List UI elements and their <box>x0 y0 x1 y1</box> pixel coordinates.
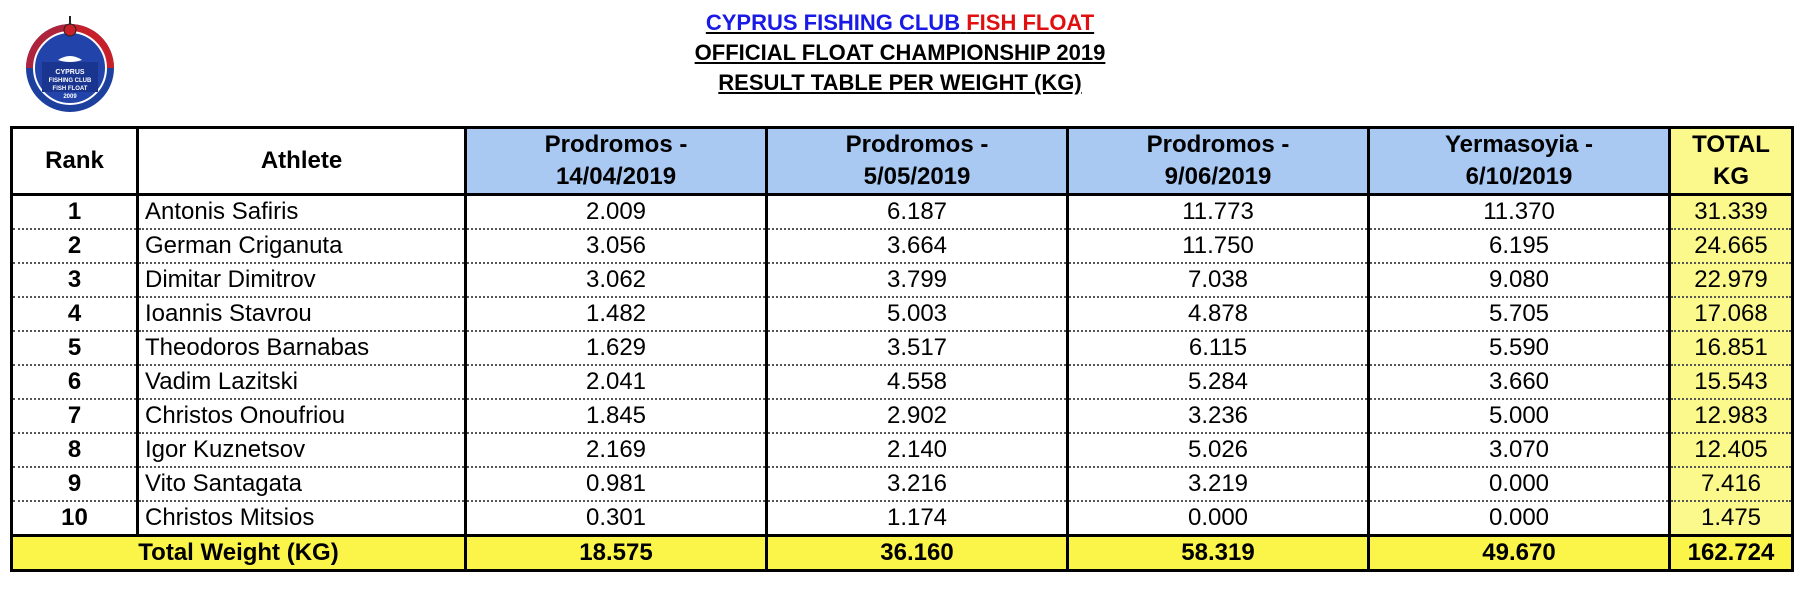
round-3-cell: 11.750 <box>1068 229 1369 263</box>
round-2-cell: 4.558 <box>767 365 1068 399</box>
rank-cell: 7 <box>12 399 138 433</box>
total-cell: 15.543 <box>1670 365 1793 399</box>
table-row <box>12 297 1793 331</box>
round-3-cell: 3.236 <box>1068 399 1369 433</box>
total-cell: 12.983 <box>1670 399 1793 433</box>
total-weight-round-4: 49.670 <box>1369 536 1670 571</box>
round-4-cell: 3.070 <box>1369 433 1670 467</box>
results-table <box>10 126 1794 572</box>
table-row <box>12 195 1793 230</box>
total-weight-grand: 162.724 <box>1670 536 1793 571</box>
total-weight-label: Total Weight (KG) <box>12 536 466 571</box>
svg-text:FISH FLOAT: FISH FLOAT <box>52 86 88 92</box>
round-1-cell: 2.041 <box>466 365 767 399</box>
round-4-cell: 5.705 <box>1369 297 1670 331</box>
round-4-cell: 0.000 <box>1369 467 1670 501</box>
round-1-cell: 1.845 <box>466 399 767 433</box>
athlete-cell: Vadim Lazitski <box>138 365 466 399</box>
table-row <box>12 467 1793 501</box>
col-header-athlete: Athlete <box>138 128 466 195</box>
total-cell: 1.475 <box>1670 501 1793 536</box>
rank-cell: 9 <box>12 467 138 501</box>
round-4-cell: 6.195 <box>1369 229 1670 263</box>
header-row <box>12 128 1793 195</box>
rank-cell: 8 <box>12 433 138 467</box>
round-2-cell: 3.664 <box>767 229 1068 263</box>
round-3-cell: 5.284 <box>1068 365 1369 399</box>
col-header-round-2: Prodromos - 5/05/2019 <box>767 128 1068 195</box>
total-cell: 7.416 <box>1670 467 1793 501</box>
svg-text:2009: 2009 <box>63 94 77 100</box>
round-4-cell: 5.000 <box>1369 399 1670 433</box>
round-1-cell: 3.062 <box>466 263 767 297</box>
championship-title: OFFICIAL FLOAT CHAMPIONSHIP 2019 <box>694 40 1106 65</box>
total-cell: 12.405 <box>1670 433 1793 467</box>
rank-cell: 10 <box>12 501 138 536</box>
round-3-cell: 4.878 <box>1068 297 1369 331</box>
round-3-cell: 11.773 <box>1068 195 1369 230</box>
svg-text:CYPRUS: CYPRUS <box>55 69 85 76</box>
result-table-title: RESULT TABLE PER WEIGHT (KG) <box>718 70 1082 95</box>
table-row <box>12 399 1793 433</box>
athlete-cell: Dimitar Dimitrov <box>138 263 466 297</box>
round-3-cell: 3.219 <box>1068 467 1369 501</box>
round-1-cell: 0.301 <box>466 501 767 536</box>
athlete-cell: Christos Mitsios <box>138 501 466 536</box>
club-title-blue: CYPRUS FISHING CLUB <box>705 10 961 35</box>
round-2-cell: 1.174 <box>767 501 1068 536</box>
round-4-cell: 9.080 <box>1369 263 1670 297</box>
round-3-cell: 5.026 <box>1068 433 1369 467</box>
round-2-cell: 3.517 <box>767 331 1068 365</box>
total-cell: 31.339 <box>1670 195 1793 230</box>
round-1-cell: 2.009 <box>466 195 767 230</box>
table-row <box>12 331 1793 365</box>
col-header-round-1: Prodromos - 14/04/2019 <box>466 128 767 195</box>
athlete-cell: Vito Santagata <box>138 467 466 501</box>
round-1-cell: 3.056 <box>466 229 767 263</box>
table-row <box>12 229 1793 263</box>
svg-text:FISHING CLUB: FISHING CLUB <box>48 78 92 84</box>
total-cell: 24.665 <box>1670 229 1793 263</box>
rank-cell: 6 <box>12 365 138 399</box>
round-1-cell: 2.169 <box>466 433 767 467</box>
total-weight-row <box>12 536 1793 571</box>
rank-cell: 1 <box>12 195 138 230</box>
round-2-cell: 3.216 <box>767 467 1068 501</box>
table-row <box>12 433 1793 467</box>
rank-cell: 2 <box>12 229 138 263</box>
round-2-cell: 2.902 <box>767 399 1068 433</box>
round-3-cell: 6.115 <box>1068 331 1369 365</box>
col-header-round-4: Yermasoyia - 6/10/2019 <box>1369 128 1670 195</box>
table-row <box>12 501 1793 536</box>
round-1-cell: 1.629 <box>466 331 767 365</box>
round-1-cell: 1.482 <box>466 297 767 331</box>
total-weight-round-1: 18.575 <box>466 536 767 571</box>
total-cell: 17.068 <box>1670 297 1793 331</box>
athlete-cell: Igor Kuznetsov <box>138 433 466 467</box>
total-cell: 16.851 <box>1670 331 1793 365</box>
athlete-cell: Christos Onoufriou <box>138 399 466 433</box>
rank-cell: 5 <box>12 331 138 365</box>
rank-cell: 3 <box>12 263 138 297</box>
round-3-cell: 7.038 <box>1068 263 1369 297</box>
table-row <box>12 365 1793 399</box>
page-heading <box>0 8 1800 98</box>
round-3-cell: 0.000 <box>1068 501 1369 536</box>
round-2-cell: 5.003 <box>767 297 1068 331</box>
round-4-cell: 5.590 <box>1369 331 1670 365</box>
round-4-cell: 3.660 <box>1369 365 1670 399</box>
col-header-total: TOTAL KG <box>1670 128 1793 195</box>
athlete-cell: Ioannis Stavrou <box>138 297 466 331</box>
total-weight-round-2: 36.160 <box>767 536 1068 571</box>
athlete-cell: German Criganuta <box>138 229 466 263</box>
athlete-cell: Antonis Safiris <box>138 195 466 230</box>
total-weight-round-3: 58.319 <box>1068 536 1369 571</box>
rank-cell: 4 <box>12 297 138 331</box>
round-2-cell: 2.140 <box>767 433 1068 467</box>
col-header-round-3: Prodromos - 9/06/2019 <box>1068 128 1369 195</box>
round-2-cell: 3.799 <box>767 263 1068 297</box>
round-4-cell: 0.000 <box>1369 501 1670 536</box>
total-cell: 22.979 <box>1670 263 1793 297</box>
athlete-cell: Theodoros Barnabas <box>138 331 466 365</box>
club-title <box>0 8 1800 38</box>
round-1-cell: 0.981 <box>466 467 767 501</box>
table-row <box>12 263 1793 297</box>
round-4-cell: 11.370 <box>1369 195 1670 230</box>
round-2-cell: 6.187 <box>767 195 1068 230</box>
club-title-red: FISH FLOAT <box>966 10 1095 35</box>
col-header-rank: Rank <box>12 128 138 195</box>
